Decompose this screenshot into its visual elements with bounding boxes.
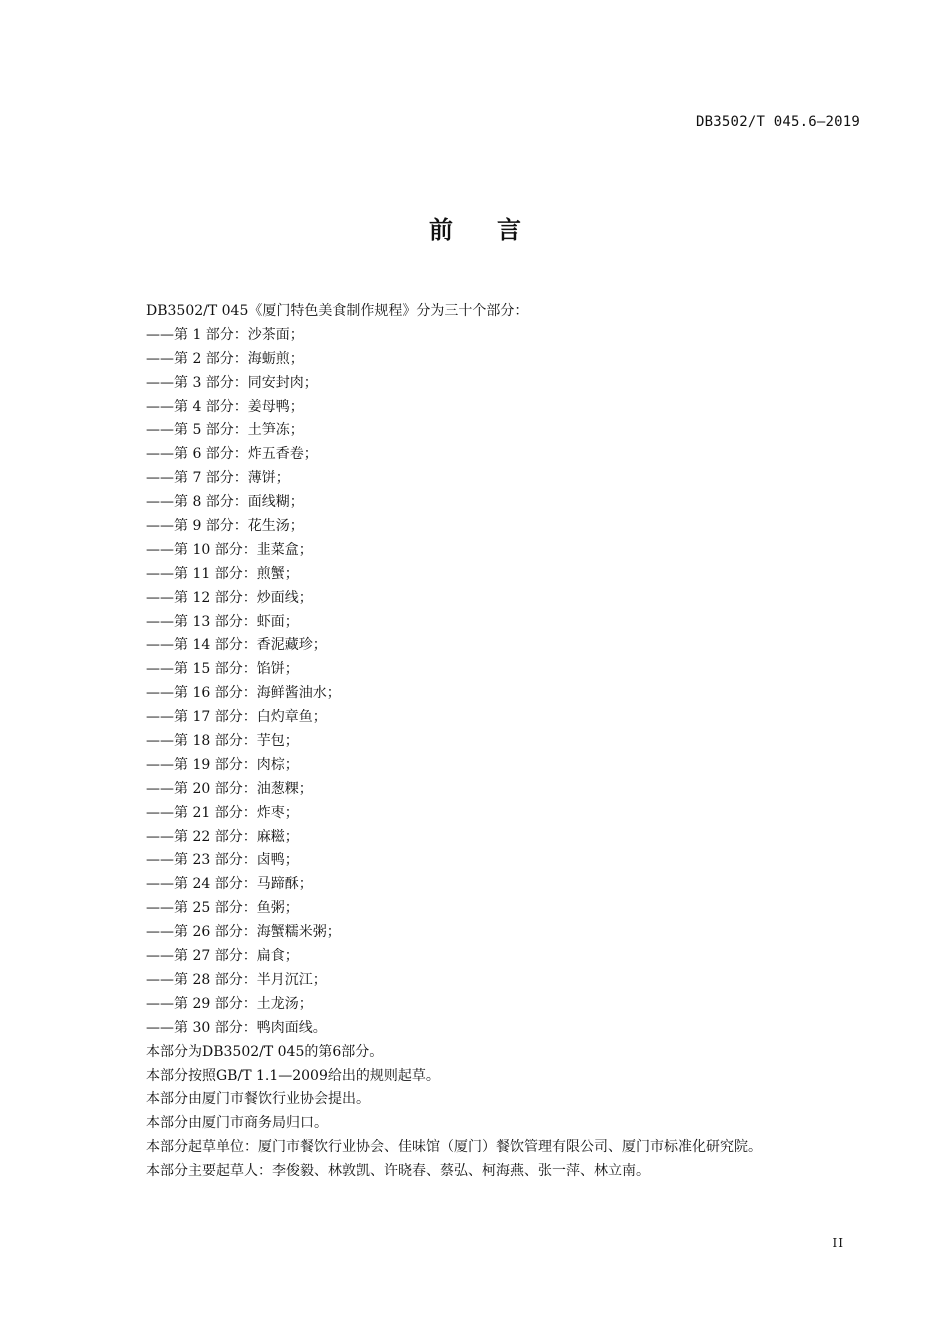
foreword-notes [146,1041,890,1184]
list-item: ——第 29 部分：土龙汤； [146,995,313,1012]
list-item: ——第 15 部分：馅饼； [146,661,299,678]
note-line: 本部分主要起草人：李俊毅、林敦凯、许晓春、蔡弘、柯海燕、张一萍、林立南。 [146,1163,650,1180]
title-char-2: 言 [497,216,521,244]
list-item: ——第 27 部分：扁食； [146,948,299,965]
list-item: ——第 26 部分：海蟹糯米粥； [146,924,341,941]
page-number: II [832,1236,844,1250]
list-item: ——第 30 部分：鸭肉面线。 [146,1019,327,1036]
intro-line: DB3502/T 045《厦门特色美食制作规程》分为三十个部分： [146,303,529,319]
list-item: ——第 10 部分：韭菜盒； [146,541,313,558]
foreword-body [146,300,890,1184]
list-item: ——第 23 部分：卤鸭； [146,852,299,869]
list-item: ——第 12 部分：炒面线； [146,589,313,606]
document-code: DB3502/T 045.6—2019 [696,114,860,130]
list-item: ——第 3 部分：同安封肉； [146,374,318,391]
list-item: ——第 1 部分：沙茶面； [146,326,304,343]
list-item: ——第 21 部分：炸枣； [146,804,299,821]
title-char-1: 前 [429,216,453,244]
list-item: ——第 9 部分：花生汤； [146,518,304,535]
note-line: 本部分由厦门市商务局归口。 [146,1115,328,1132]
note-line: 本部分为DB3502/T 045的第6部分。 [146,1043,384,1060]
note-line: 本部分按照GB/T 1.1—2009给出的规则起草。 [146,1067,440,1084]
list-item: ——第 13 部分：虾面； [146,613,299,630]
list-item: ——第 6 部分：炸五香卷； [146,446,318,463]
list-item: ——第 16 部分：海鲜酱油水； [146,685,341,702]
list-item: ——第 22 部分：麻糍； [146,828,299,845]
list-item: ——第 17 部分：白灼章鱼； [146,709,327,726]
parts-list [146,324,890,1041]
list-item: ——第 24 部分：马蹄酥； [146,876,313,893]
list-item: ——第 14 部分：香泥藏珍； [146,637,327,654]
list-item: ——第 7 部分：薄饼； [146,470,290,487]
list-item: ——第 28 部分：半月沉江； [146,971,327,988]
note-line: 本部分由厦门市餐饮行业协会提出。 [146,1091,370,1108]
note-line: 本部分起草单位：厦门市餐饮行业协会、佳味馆（厦门）餐饮管理有限公司、厦门市标准化研究院。 [146,1139,762,1156]
page-title [0,210,950,245]
list-item: ——第 2 部分：海蛎煎； [146,350,304,367]
list-item: ——第 19 部分：肉棕； [146,756,299,773]
list-item: ——第 11 部分：煎蟹； [146,565,299,582]
list-item: ——第 20 部分：油葱粿； [146,780,313,797]
list-item: ——第 8 部分：面线糊； [146,494,304,511]
list-item: ——第 5 部分：土笋冻； [146,422,304,439]
list-item: ——第 4 部分：姜母鸭； [146,398,304,415]
list-item: ——第 18 部分：芋包； [146,733,299,750]
list-item: ——第 25 部分：鱼粥； [146,900,299,917]
